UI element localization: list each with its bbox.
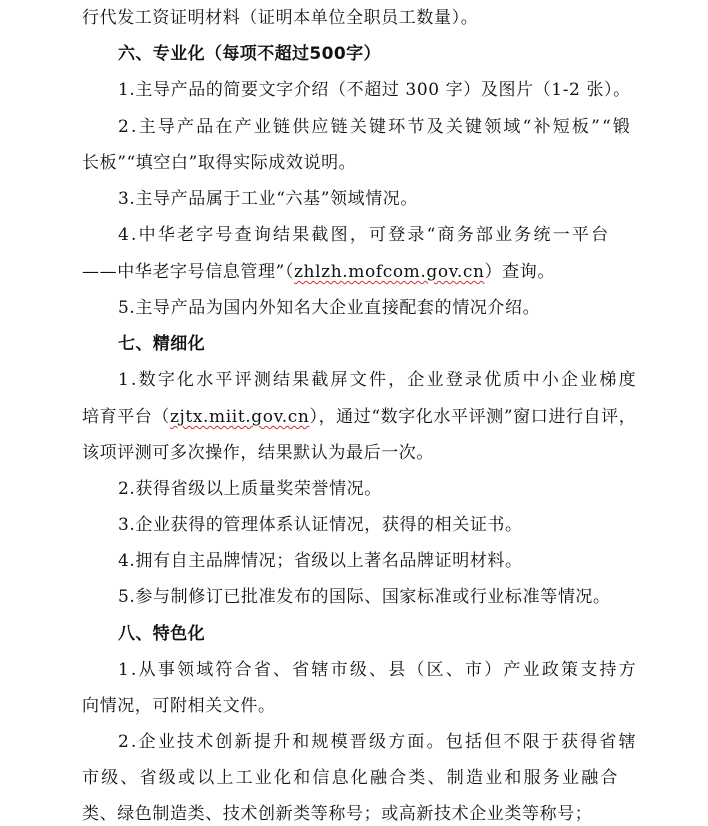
section-heading: 六、专业化（每项不超过500字） [118, 44, 381, 64]
paragraph-line: 培育平台（zjtx.miit.gov.cn），通过“数字化水平评测”窗口进行自评， [82, 407, 637, 427]
paragraph-line: 2.获得省级以上质量奖荣誉情况。 [118, 479, 382, 499]
paragraph-line: 5.参与制修订已批准发布的国际、国家标准或行业标准等情况。 [118, 587, 611, 607]
paragraph-line: 长板”“填空白”取得实际成效说明。 [82, 153, 357, 173]
paragraph-line: 3.主导产品属于工业“六基”领域情况。 [118, 189, 419, 209]
paragraph-line: 类、绿色制造类、技术创新类等称号；或高新技术企业类等称号； [82, 804, 593, 824]
paragraph-line: ——中华老字号信息管理”（zhlzh.mofcom.gov.cn）查询。 [82, 262, 555, 282]
paragraph-line: 市级、省级或以上工业化和信息化融合类、制造业和服务业融合 [82, 768, 620, 788]
paragraph-line: 3.企业获得的管理体系认证情况，获得的相关证书。 [118, 515, 523, 535]
paragraph-line: 1.数字化水平评测结果截屏文件，企业登录优质中小企业梯度 [118, 370, 638, 390]
section-heading: 七、精细化 [118, 334, 205, 354]
website-address: zhlzh.mofcom.gov.cn [294, 262, 485, 282]
paragraph-line: 4.拥有自主品牌情况；省级以上著名品牌证明材料。 [118, 551, 523, 571]
paragraph-line: 2.企业技术创新提升和规模晋级方面。包括但不限于获得省辖 [118, 732, 638, 752]
paragraph-line: 1.从事领域符合省、省辖市级、县（区、市）产业政策支持方 [118, 660, 638, 680]
paragraph-line: 该项评测可多次操作，结果默认为最后一次。 [82, 443, 434, 463]
paragraph-line: 向情况，可附相关文件。 [82, 696, 276, 716]
paragraph-line: 4.中华老字号查询结果截图，可登录“商务部业务统一平台 [118, 225, 611, 245]
paragraph-line: 行代发工资证明材料（证明本单位全职员工数量）。 [82, 8, 479, 28]
paragraph-line: 2.主导产品在产业链供应链关键环节及关键领域“补短板”“锻 [118, 117, 633, 137]
website-address: zjtx.miit.gov.cn [170, 407, 310, 427]
paragraph-line: 5.主导产品为国内外知名大企业直接配套的情况介绍。 [118, 298, 541, 318]
section-heading: 八、特色化 [118, 624, 205, 644]
paragraph-line: 1.主导产品的简要文字介绍（不超过 300 字）及图片（1-2 张）。 [118, 80, 631, 100]
